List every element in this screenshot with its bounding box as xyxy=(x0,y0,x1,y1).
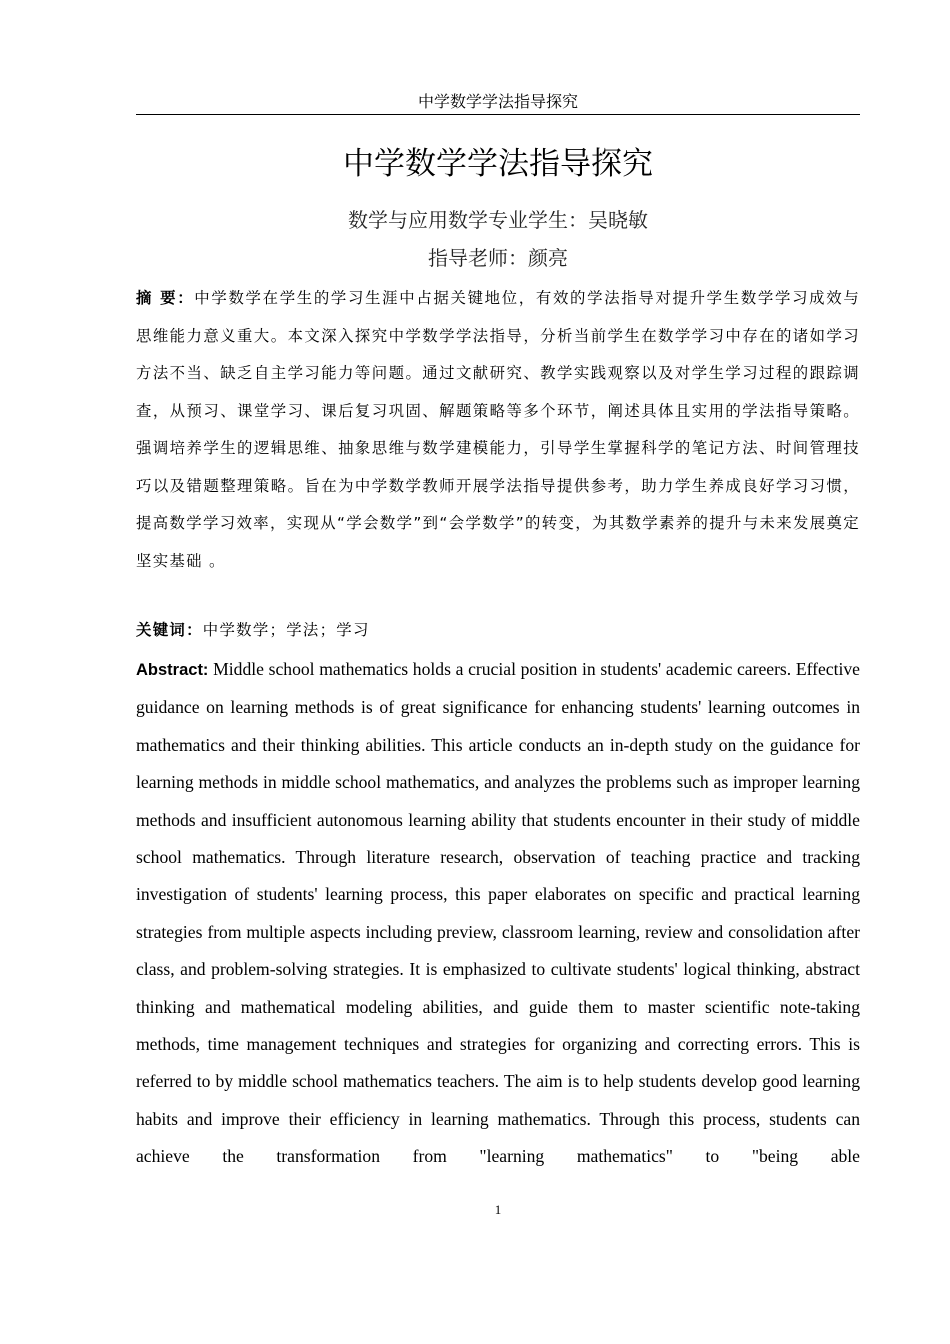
keywords-text: 中学数学；学法；学习 xyxy=(202,621,370,639)
english-abstract-text: Middle school mathematics holds a crucial position in students' academic careers. Effective guidance on learning methods is of great significance for enhancing students' learning outcomes in mathematics and their thinking abilities. This article conducts an in-depth study on the guidance for learning methods in middle school mathematics, and analyzes the problems such as improper learning methods and insufficient autonomous learning ability that students encounter in their study of middle school mathematics. Through literature research, observation of teaching practice and tracking investigation of students' learning process, this paper elaborates on specific and practical learning strategies from multiple aspects including preview, classroom learning, review and consolidation after class, and problem-solving strategies. It is emphasized to cultivate students' logical thinking, abstract thinking and mathematical modeling abilities, and guide them to master scientific note-taking methods, time management techniques and strategies for organizing and correcting errors. This is referred to by middle school mathematics teachers. The aim is to help students develop good learning habits and improve their efficiency in learning mathematics. Through this process, students can achieve the transformation from "learning mathematics" to "being able xyxy=(136,659,860,1167)
keywords-label: 关键词： xyxy=(136,621,203,639)
chinese-abstract xyxy=(136,280,860,580)
english-abstract-label: Abstract: xyxy=(136,661,209,679)
chinese-abstract-text: 中学数学在学生的学习生涯中占据关键地位，有效的学法指导对提升学生数学学习成效与思维能力意义重大。本文深入探究中学数学学法指导，分析当前学生在数学学习中存在的诸如学习方法不当、缺乏自主学习能力等问题。通过文献研究、教学实践观察以及对学生学习过程的跟踪调查，从预习、课堂学习、课后复习巩固、解题策略等多个环节，阐述具体且实用的学法指导策略。强调培养学生的逻辑思维、抽象思维与数学建模能力，引导学生掌握科学的笔记方法、时间管理技巧以及错题整理策略。旨在为中学数学教师开展学法指导提供参考，助力学生养成良好学习习惯，提高数学学习效率，实现从“学会数学”到“会学数学”的转变，为其数学素养的提升与未来发展奠定坚实基础 。 xyxy=(136,289,861,570)
chinese-abstract-label: 摘 要： xyxy=(136,289,195,307)
paper-title: 中学数学学法指导探究 xyxy=(343,146,653,182)
advisor-line: 指导老师：颜亮 xyxy=(428,246,568,270)
page-number: 1 xyxy=(494,1202,502,1217)
running-header: 中学数学学法指导探究 xyxy=(417,92,578,111)
keywords xyxy=(136,616,860,644)
header-divider xyxy=(136,114,860,115)
author-line: 数学与应用数学专业学生：吴晓敏 xyxy=(348,208,648,232)
english-abstract xyxy=(136,651,860,1211)
